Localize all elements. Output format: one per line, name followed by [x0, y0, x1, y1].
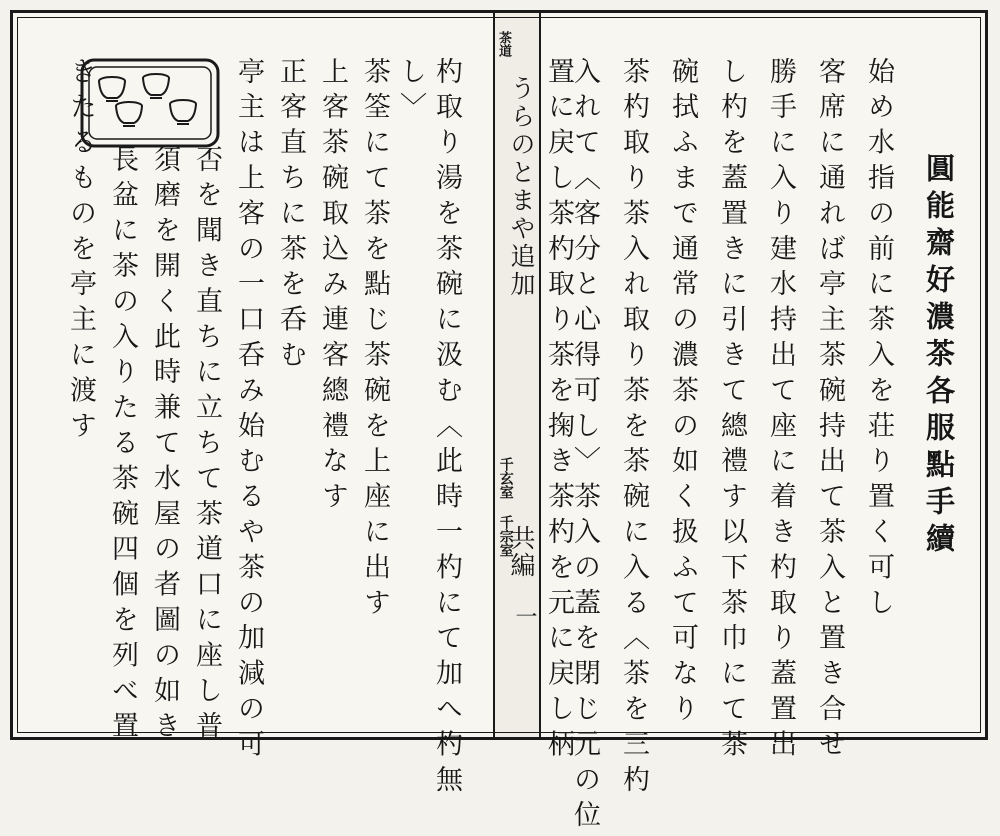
- spine-title: うらのとまや追加: [507, 75, 536, 299]
- text-column-l8: 須磨を開く此時兼て水屋の者圖の如き: [149, 145, 180, 747]
- spine-compiled: 共編: [507, 525, 536, 579]
- text-column-l9: 長盆に茶の入りたる茶碗四個を列べ置: [107, 145, 138, 747]
- tray-with-four-tea-bowls-icon: [79, 57, 221, 149]
- book-spread: [10, 10, 988, 836]
- spine-label: 茶道: [496, 31, 511, 57]
- text-column-l1: 杓取り湯を茶碗に汲む〈此時一杓にて加へ杓無: [431, 57, 462, 801]
- text-column-l6: 亭主は上客の一口呑み始むるや茶の加減の可: [233, 57, 264, 765]
- page-number: 一: [512, 605, 537, 627]
- book-spine: [493, 13, 541, 737]
- text-column-r2: 客席に通れば亭主茶碗持出て茶入と置き合せ: [814, 57, 845, 765]
- text-column-l4: 上客茶碗取込み連客總禮なす: [317, 57, 348, 518]
- text-column-l10: きたるものを亭主に渡す: [65, 57, 96, 447]
- text-column-r6: 茶杓取り茶入れ取り茶を茶碗に入る〈茶を三杓: [618, 57, 649, 801]
- text-column-l7: 否を聞き直ちに立ちて茶道口に座し普: [191, 145, 222, 747]
- text-column-r5: 碗拭ふまで通常の濃茶の如く扱ふて可なり: [667, 57, 698, 730]
- document-title: 圓能齋好濃茶各服點手續: [922, 153, 956, 560]
- spine-authors: 千玄室 千宗室: [497, 457, 514, 557]
- text-column-r4: し杓を蓋置きに引きて總禮す以下茶巾にて茶: [716, 57, 747, 765]
- text-column-r8: 置に戻し茶杓取り茶を掬き茶杓を元に戻し柄: [543, 57, 574, 765]
- text-column-r1: 始め水指の前に茶入を荘り置く可し: [863, 57, 894, 624]
- text-column-l3: 茶筌にて茶を點じ茶碗を上座に出す: [359, 57, 390, 624]
- text-column-l2: し〉: [395, 57, 426, 128]
- text-column-r3: 勝手に入り建水持出て座に着き杓取り蓋置出: [765, 57, 796, 765]
- text-column-r7: 入れて〈客分と心得可し〉茶入の蓋を閉じ元の位: [569, 57, 600, 836]
- text-column-l5: 正客直ちに茶を呑む: [275, 57, 306, 376]
